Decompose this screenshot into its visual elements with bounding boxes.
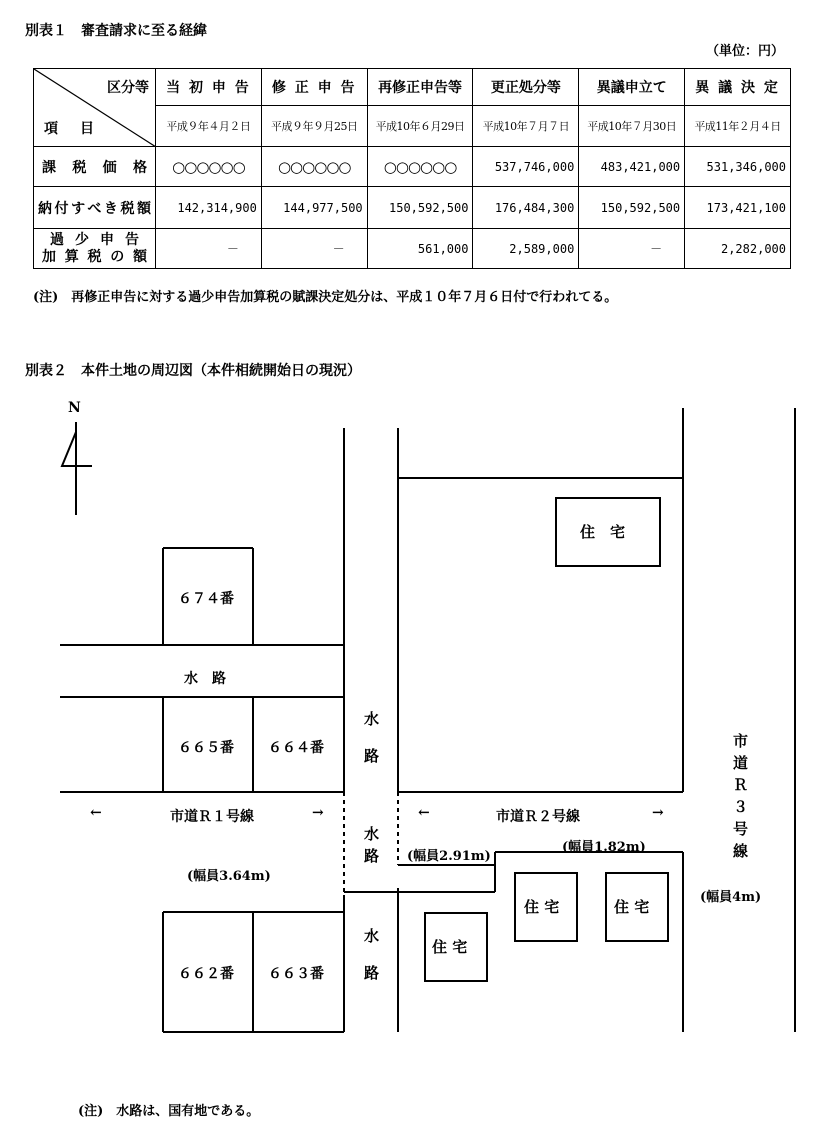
table1-note: (注) 再修正申告に対する過少申告加算税の賦課決定処分は、平成１０年７月６日付で行われてる。: [33, 290, 618, 305]
lot-662-label: ６６２番: [178, 966, 234, 982]
date-cell: 平成９年９月25日: [261, 106, 367, 147]
road-r3-char: Ｒ: [733, 776, 749, 794]
waterway-label: 水 路: [184, 671, 226, 687]
road-r1-label: 市道Ｒ１号線: [170, 809, 254, 825]
road-r2-arrow-left: ←: [418, 805, 430, 821]
table-cell: 144,977,500: [261, 187, 367, 229]
width-r1-label: (幅員3.64m): [187, 869, 271, 884]
table-cell: 531,346,000: [685, 147, 791, 187]
road-r3-char: ３: [733, 798, 749, 816]
table-cell: －: [579, 229, 685, 269]
waterway-v-3b: 路: [364, 964, 380, 982]
header-cell: 再修正申告等: [367, 69, 473, 106]
road-r1-arrow-left: ←: [90, 805, 102, 821]
house-mid-left-label: 住 宅: [524, 898, 560, 916]
date-cell: 平成10年７月30日: [579, 106, 685, 147]
table-cell: －: [156, 229, 262, 269]
waterway-v-2a: 水: [364, 825, 380, 843]
table-cell: 142,314,900: [156, 187, 262, 229]
lot-665-label: ６６５番: [178, 740, 234, 756]
house-top-label: 住 宅: [580, 523, 626, 541]
table-cell: ○○○○○○: [261, 147, 367, 187]
table-cell: －: [261, 229, 367, 269]
house-bottom-label: 住 宅: [432, 938, 468, 956]
header-cell: 修 正 申 告: [261, 69, 367, 106]
width-182-label: (幅員1.82m): [562, 840, 646, 855]
row-label-taxable-value: 課 税 価 格: [34, 147, 156, 187]
table-cell: 483,421,000: [579, 147, 685, 187]
waterway-v-1b: 路: [364, 747, 380, 765]
road-r3-char: 道: [733, 754, 749, 772]
table1-title: 別表１ 審査請求に至る経緯: [25, 23, 207, 39]
unit-label: （単位：円）: [706, 44, 785, 59]
table-cell: 176,484,300: [473, 187, 579, 229]
road-r1-arrow-right: →: [312, 805, 324, 821]
table-cell: 150,592,500: [579, 187, 685, 229]
width-291-label: (幅員2.91m): [407, 849, 491, 864]
width-4m-label: (幅員4m): [700, 890, 762, 905]
road-r3-char: 号: [733, 820, 749, 838]
waterway-v-3a: 水: [364, 927, 380, 945]
table-cell: 2,589,000: [473, 229, 579, 269]
table-cell: 173,421,100: [685, 187, 791, 229]
lot-664-label: ６６４番: [268, 740, 324, 756]
map-note: (注) 水路は、国有地である。: [78, 1104, 260, 1119]
header-cell: 異 議 決 定: [685, 69, 791, 106]
road-r3-char: 線: [733, 842, 749, 860]
row-label-penalty-line1: 過 少 申 告: [50, 231, 139, 248]
road-r2-arrow-right: →: [652, 805, 664, 821]
table-cell: 150,592,500: [367, 187, 473, 229]
header-cell: 当 初 申 告: [156, 69, 262, 106]
table-cell: 537,746,000: [473, 147, 579, 187]
road-r3-char: 市: [733, 732, 749, 750]
row-label-penalty-line2: 加算税の額: [42, 248, 147, 265]
date-cell: 平成11年２月４日: [685, 106, 791, 147]
map-title: 別表２ 本件土地の周辺図（本件相続開始日の現況）: [25, 363, 361, 379]
table-cell: ○○○○○○: [367, 147, 473, 187]
header-cell: 異議申立て: [579, 69, 685, 106]
corner-bottom-label: 項 目: [44, 121, 98, 137]
corner-top-label: 区分等: [107, 80, 149, 96]
waterway-v-1a: 水: [364, 710, 380, 728]
table-cell: 561,000: [367, 229, 473, 269]
house-mid-right-label: 住 宅: [614, 898, 650, 916]
lot-663-label: ６６３番: [268, 966, 324, 982]
waterway-v-2b: 路: [364, 847, 380, 865]
north-label: N: [68, 400, 81, 416]
date-cell: 平成10年７月７日: [473, 106, 579, 147]
row-label-tax-due: 納付すべき税額: [34, 187, 156, 229]
header-cell: 更正処分等: [473, 69, 579, 106]
date-cell: 平成９年４月２日: [156, 106, 262, 147]
table-cell: ○○○○○○: [156, 147, 262, 187]
road-r2-label: 市道Ｒ２号線: [496, 809, 580, 825]
lot-674-label: ６７４番: [178, 591, 234, 607]
date-cell: 平成10年６月29日: [367, 106, 473, 147]
road-r3-label: [733, 730, 749, 862]
table-cell: 2,282,000: [685, 229, 791, 269]
